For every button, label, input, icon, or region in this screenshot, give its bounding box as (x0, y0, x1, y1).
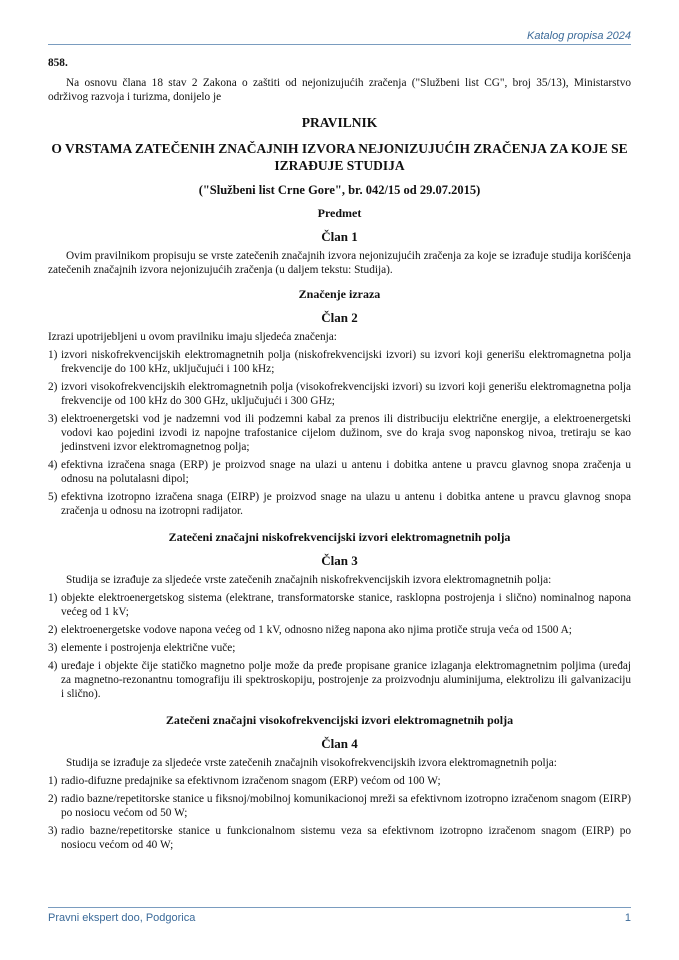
list-item (48, 774, 631, 788)
list-item-number: 5) (48, 491, 58, 503)
list-item-text: objekte elektroenergetskog sistema (elektrane, transformatorske stanice, rasklopna postrojenja i slično) nominalnog napona većeg od 1 kV; (61, 592, 631, 618)
document-subtitle: O VRSTAMA ZATEČENIH ZNAČAJNIH IZVORA NEJONIZUJUĆIH ZRAČENJA ZA KOJE SE IZRAĐUJE STUDIJA (51, 141, 628, 173)
list-item (48, 792, 631, 820)
list-item-text: elektroenergetski vod je nadzemni vod ili podzemni kabal za prenos ili distribuciju električne energije, a elektroenergetski vodovi kao pojedini izvodi iz napojne trafostanice cijelom dužinom, sve do kraja svog naponskog nivoa, tretiraju se kao jedinstveni izvor elektromagnetnog polja; (61, 413, 631, 453)
catalog-title: Katalog propisa 2024 (527, 30, 631, 42)
list-item (48, 458, 631, 486)
publisher-name: Pravni ekspert doo, Podgorica (48, 912, 196, 924)
section-heading-definitions: Značenje izraza (298, 287, 381, 301)
section-heading-high-frequency: Zatečeni značajni visokofrekvencijski izvori elektromagnetnih polja (165, 713, 514, 727)
list-item-text: radio bazne/repetitorske stanice u fiksnoj/mobilnoj komunikacionoj mreži sa efektivnom izotropno izračenom snagom (EIRP) po nosiocu većom od 50 W; (61, 793, 631, 819)
list-item-number: 3) (48, 825, 58, 837)
intro-paragraph: Na osnovu člana 18 stav 2 Zakona o zaštiti od nejonizujućih zračenja ("Službeni list CG", broj 35/13), Ministarstvo održivog razvoja i turizma, donijelo je (48, 77, 631, 103)
list-item-text: radio-difuzne predajnike sa efektivnom izračenom snagom (ERP) većom od 100 W; (61, 775, 441, 787)
article-4-lead: Studija se izrađuje za sljedeće vrste zatečenih značajnih visokofrekvencijskih izvora elektromagnetnih polja: (66, 757, 557, 769)
article-1-title: Član 1 (321, 229, 358, 244)
document-title: PRAVILNIK (301, 115, 378, 130)
list-item-text: izvori visokofrekvencijskih elektromagnetnih polja (visokofrekvencijski izvori) su izvori koji generišu elektromagnetna polja frekvencije od 100 kHz do 300 GHz, uključujući i 300 GHz; (61, 381, 631, 407)
section-heading-subject: Predmet (317, 206, 362, 220)
section-heading-low-frequency: Zatečeni značajni niskofrekvencijski izvori elektromagnetnih polja (168, 530, 511, 544)
article-4-title: Član 4 (321, 736, 358, 751)
list-item (48, 348, 631, 376)
list-item-text: efektivna izračena snaga (ERP) je proizvod snage na ulazi u antenu i dobitka antene u pravcu glavnog snopa zračenja u odnosu na polutalasni dipol; (61, 459, 631, 485)
article-2-title: Član 2 (321, 310, 358, 325)
page-footer (48, 907, 631, 924)
list-item-text: radio bazne/repetitorske stanice u funkcionalnom sistemu veza sa efektivnom izotropno izračenom snagom (EIRP) po nosiocu većom od 40 W; (61, 825, 631, 851)
list-item-number: 2) (48, 381, 58, 393)
list-item (48, 380, 631, 408)
article-1-text: Ovim pravilnikom propisuju se vrste zatečenih značajnih izvora nejonizujućih zračenja za koje se izrađuje studija korišćenja zatečenih značajnih izvora nejonizujućih zračenja (u daljem tekstu: Studija). (48, 250, 631, 276)
list-item-text: efektivna izotropno izračena snaga (EIRP) je proizvod snage na ulazu u antenu i dobitka antene u pravcu glavnog snopa zračenja u odnosu na izotropni radijator. (61, 491, 631, 517)
page-header (48, 30, 631, 45)
list-item (48, 824, 631, 852)
list-item-number: 4) (48, 459, 58, 471)
list-item-number: 1) (48, 592, 58, 604)
article-4-list (48, 774, 631, 852)
list-item (48, 659, 631, 701)
list-item-text: izvori niskofrekvencijskih elektromagnetnih polja (niskofrekvencijski izvori) su izvori koji generišu elektromagnetna polja frekvencije do 100 kHz, uključujući i 100 kHz; (61, 349, 631, 375)
article-2-list (48, 348, 631, 518)
list-item-number: 2) (48, 793, 58, 805)
article-3-list (48, 591, 631, 701)
list-item-number: 1) (48, 775, 58, 787)
article-3-title: Član 3 (321, 553, 358, 568)
list-item-text: elemente i postrojenja električne vuče; (61, 642, 236, 654)
list-item (48, 623, 631, 637)
document-body (48, 56, 631, 852)
list-item (48, 641, 631, 655)
gazette-reference: ("Službeni list Crne Gore", br. 042/15 od 29.07.2015) (198, 183, 481, 197)
list-item-number: 3) (48, 642, 58, 654)
document-number: 858. (48, 57, 68, 69)
list-item (48, 591, 631, 619)
article-2-lead: Izrazi upotrijebljeni u ovom pravilniku imaju sljedeća značenja: (48, 331, 337, 343)
list-item-number: 4) (48, 660, 58, 672)
list-item-number: 2) (48, 624, 58, 636)
list-item-text: uređaje i objekte čije statičko magnetno polje može da pređe propisane granice izlaganja elektromagnetnim poljima (uređaj za magnetno-rezonantnu tomografiju ili spektroskopiju, postrojenje za proizvodnju aluminijuma, elektrolizu ili galvanizaciju i slično). (61, 660, 631, 700)
list-item (48, 490, 631, 518)
list-item (48, 412, 631, 454)
article-3-lead: Studija se izrađuje za sljedeće vrste zatečenih značajnih niskofrekvencijskih izvora elektromagnetnih polja: (66, 574, 552, 586)
page-number: 1 (624, 912, 631, 924)
list-item-number: 1) (48, 349, 58, 361)
list-item-text: elektroenergetske vodove napona većeg od 1 kV, odnosno nižeg napona ako njima protiče struja veća od 1500 A; (61, 624, 572, 636)
list-item-number: 3) (48, 413, 58, 425)
